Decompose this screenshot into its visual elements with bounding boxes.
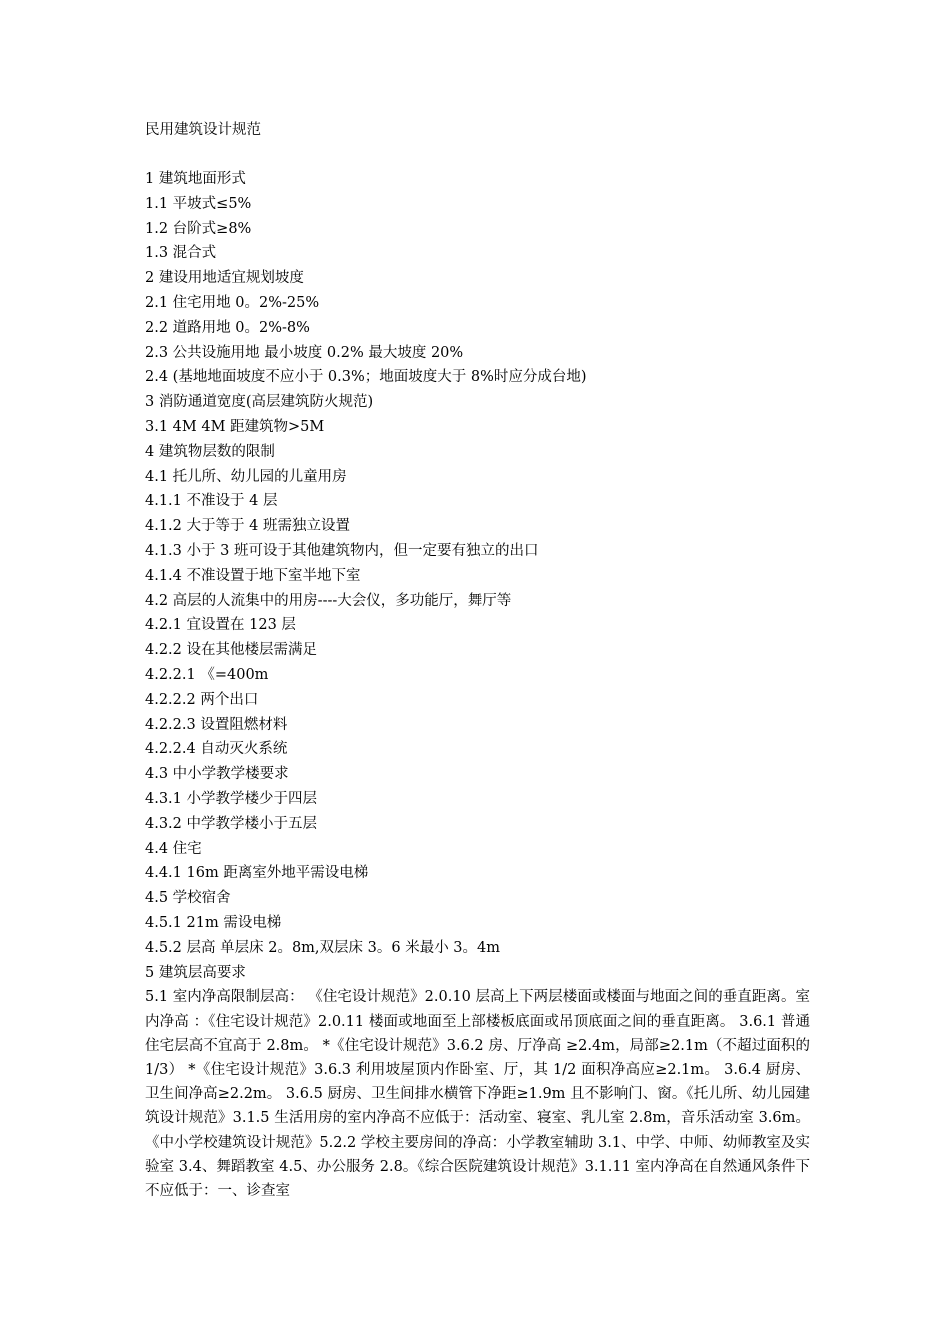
outline-line: 4.2.2.2 两个出口	[145, 691, 259, 708]
outline-line: 3.1 4M 4M 距建筑物>5M	[145, 418, 325, 435]
outline-line: 4.5.1 21m 需设电梯	[145, 914, 282, 931]
outline-line: 4.1.4 不准设置于地下室半地下室	[145, 567, 361, 584]
outline-line: 4.4.1 16m 距离室外地平需设电梯	[145, 865, 369, 882]
outline-line: 4.1.2 大于等于 4 班需独立设置	[145, 518, 350, 535]
outline-line: 2.3 公共设施用地 最小坡度 0.2% 最大坡度 20%	[145, 344, 464, 361]
outline-line: 4.1.1 不准设于 4 层	[145, 493, 278, 510]
outline-line: 1.1 平坡式≤5%	[145, 195, 252, 212]
document-title: 民用建筑设计规范	[145, 122, 261, 138]
outline-line: 4.2 高层的人流集中的用房----大会仪，多功能厅，舞厅等	[145, 592, 512, 609]
outline-line: 4.2.1 宜设置在 123 层	[145, 617, 296, 634]
outline-line: 1.3 混合式	[145, 245, 217, 262]
outline-line: 1.2 台阶式≥8%	[145, 220, 252, 237]
outline-line: 4.3.1 小学教学楼少于四层	[145, 790, 318, 807]
outline-line: 4.1 托儿所、幼儿园的儿童用房	[145, 468, 347, 485]
outline-line: 4.5.2 层高 单层床 2。8m,双层床 3。6 米最小 3。4m	[145, 939, 501, 956]
outline-line: 4 建筑物层数的限制	[145, 443, 275, 460]
outline-line: 4.2.2.1 《=400m	[145, 666, 269, 683]
outline-line: 4.3.2 中学教学楼小于五层	[145, 815, 318, 832]
outline-line: 4.2.2.3 设置阻燃材料	[145, 716, 288, 733]
outline-list	[145, 167, 810, 985]
body-paragraph: 5.1 室内净高限制层高： 《住宅设计规范》2.0.10 层高上下两层楼面或楼面与地面之间的垂直距离。室内净高 ：《住宅设计规范》2.0.11 楼面或地面至上部楼板底面或吊顶底面之间的垂直距离。 3.6.1 普通住宅层高不宜高于 2.8m。 *《住宅设计规范》3.6.2 房、厅净高 ≥2.4m，局部≥2.1m（不超过面积的 1/3） *《住宅设计规范》3.6.3 利用坡屋顶内作卧室、厅，其 1/2 面积净高应≥2.1m。 3.6.4 厨房、卫生间净高≥2.2m。 3.6.5 厨房、卫生间排水横管下净距≥1.9m 且不影响门、窗。《托儿所、幼儿园建筑设计规范》3.1.5 生活用房的室内净高不应低于：活动室、寝室、乳儿室 2.8m，音乐活动室 3.6m。《中小学校建筑设计规范》5.2.2 学校主要房间的净高：小学教室辅助 3.1、中学、中师、幼师教室及实验室 3.4、舞蹈教室 4.5、办公服务 2.8。《综合医院建筑设计规范》3.1.11 室内净高在自然通风条件下不应低于：一、诊查室	[145, 989, 810, 1199]
outline-line: 2.4 (基地地面坡度不应小于 0.3%；地面坡度大于 8%时应分成台地)	[145, 369, 587, 386]
outline-line: 1 建筑地面形式	[145, 171, 246, 187]
outline-line: 3 消防通道宽度(高层建筑防火规范)	[145, 394, 374, 411]
outline-line: 2.1 住宅用地 0。2%-25%	[145, 294, 320, 311]
outline-line: 4.5 学校宿舍	[145, 890, 231, 907]
blank-line	[145, 142, 810, 167]
outline-line: 4.3 中小学教学楼要求	[145, 766, 289, 783]
outline-line: 4.2.2 设在其他楼层需满足	[145, 642, 318, 659]
outline-line: 5 建筑层高要求	[145, 964, 246, 981]
outline-line: 2 建设用地适宜规划坡度	[145, 270, 304, 287]
document-page	[145, 118, 810, 1203]
outline-line: 4.2.2.4 自动灭火系统	[145, 741, 288, 758]
outline-line: 4.4 住宅	[145, 840, 202, 857]
outline-line: 4.1.3 小于 3 班可设于其他建筑物内，但一定要有独立的出口	[145, 542, 539, 559]
outline-line: 2.2 道路用地 0。2%-8%	[145, 319, 310, 336]
